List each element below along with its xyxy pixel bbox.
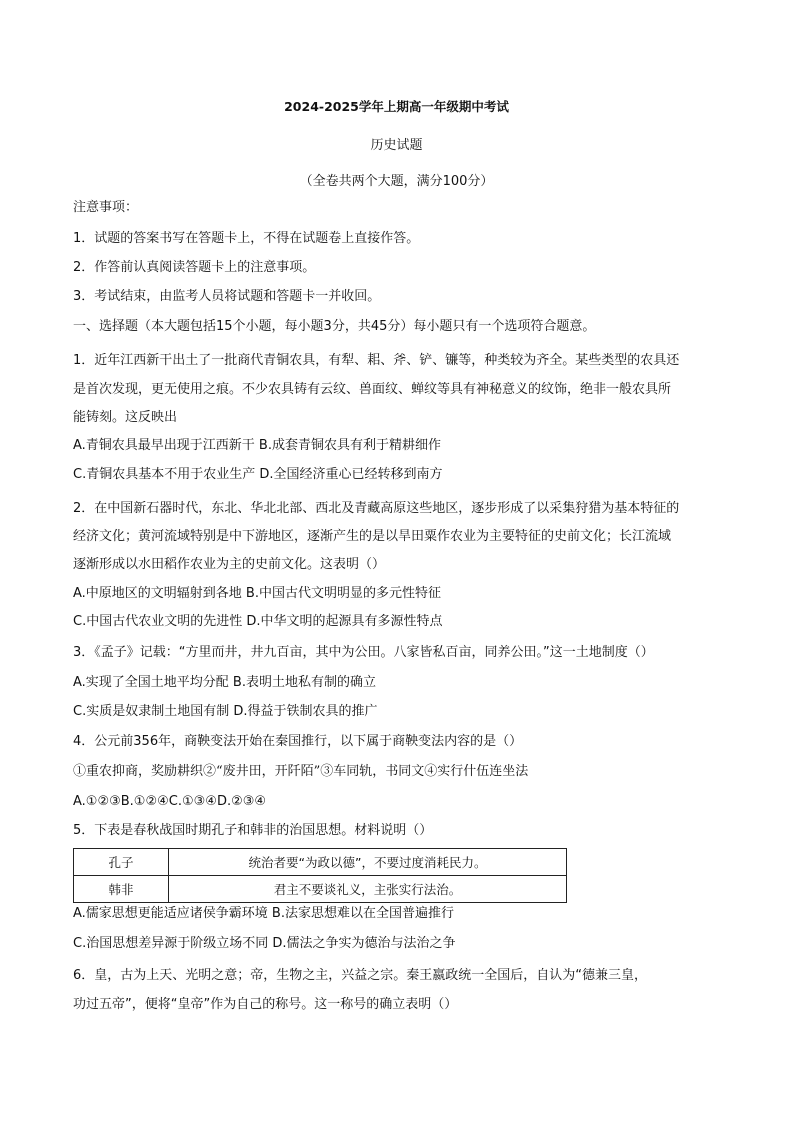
- question-text: 能铸刻。这反映出: [73, 410, 178, 425]
- table-cell: 孔子: [74, 849, 169, 876]
- question-options: C.治国思想差异源于阶级立场不同 D.儒法之争实为德治与法治之争: [73, 936, 456, 951]
- table-cell: 韩非: [74, 876, 169, 903]
- question-options: C.青铜农具基本不用于农业生产 D.全国经济重心已经转移到南方: [73, 467, 443, 482]
- thought-comparison-table: [73, 848, 567, 903]
- notice-item: 3．考试结束，由监考人员将试题和答题卡一并收回。: [73, 289, 381, 304]
- notice-heading: 注意事项：: [73, 200, 139, 215]
- question-options: A.儒家思想更能适应诸侯争霸环境 B.法家思想难以在全国普遍推行: [73, 906, 454, 921]
- table-cell: 君主不要谈礼义，主张实行法治。: [169, 876, 567, 903]
- score-note: （全卷共两个大题，满分100分）: [299, 174, 494, 189]
- question-text: 是首次发现，更无使用之痕。不少农具铸有云纹、兽面纹、蝉纹等具有神秘意义的纹饰，绝非一般农具所: [73, 382, 672, 397]
- question-text: 3．《孟子》记载：“方里而井，井九百亩，其中为公田。八家皆私百亩，同养公田。”这一土地制度（）: [73, 645, 654, 660]
- question-options: C.实质是奴隶制土地国有制 D.得益于铁制农具的推广: [73, 704, 378, 719]
- subject-title: 历史试题: [370, 138, 423, 153]
- table-row: [74, 876, 567, 903]
- question-text: 5．下表是春秋战国时期孔子和韩非的治国思想。材料说明（）: [73, 823, 433, 838]
- question-options: C.中国古代农业文明的先进性 D.中华文明的起源具有多源性特点: [73, 614, 443, 629]
- notice-item: 2．作答前认真阅读答题卡上的注意事项。: [73, 260, 316, 275]
- exam-title: 2024-2025学年上期高一年级期中考试: [284, 99, 509, 114]
- question-statements: ①重农抑商，奖励耕织②“废井田，开阡陌”③车同轨，书同文④实行什伍连坐法: [73, 764, 529, 779]
- notice-item: 1．试题的答案书写在答题卡上，不得在试题卷上直接作答。: [73, 231, 420, 246]
- question-text: 1．近年江西新干出土了一批商代青铜农具，有犁、耜、斧、铲、镰等，种类较为齐全。某些类型的农具还: [73, 353, 680, 368]
- question-text: 经济文化；黄河流域特别是中下游地区，逐渐产生的是以旱田粟作农业为主要特征的史前文化；长江流域: [73, 529, 672, 544]
- table-row: [74, 849, 567, 876]
- question-options: A.实现了全国土地平均分配 B.表明土地私有制的确立: [73, 675, 376, 690]
- question-text: 4．公元前356年，商鞅变法开始在秦国推行，以下属于商鞅变法内容的是（）: [73, 734, 523, 749]
- table-cell: 统治者要“为政以德”，不要过度消耗民力。: [169, 849, 567, 876]
- question-text: 2．在中国新石器时代，东北、华北北部、西北及青藏高原这些地区，逐步形成了以采集狩猎为基本特征的: [73, 501, 680, 516]
- question-text: 逐渐形成以水田稻作农业为主的史前文化。这表明（）: [73, 557, 386, 572]
- question-options: A.①②③B.①②④C.①③④D.②③④: [73, 794, 267, 809]
- question-text: 功过五帝”，便将“皇帝”作为自己的称号。这一称号的确立表明（）: [73, 997, 458, 1012]
- question-options: A.中原地区的文明辐射到各地 B.中国古代文明明显的多元性特征: [73, 586, 441, 601]
- section-heading: 一、选择题（本大题包括15个小题，每小题3分，共45分）每小题只有一个选项符合题意。: [73, 319, 596, 334]
- question-text: 6．皇，古为上天、光明之意；帝，生物之主，兴益之宗。秦王嬴政统一全国后，自认为“德兼三皇，: [73, 968, 648, 983]
- question-options: A.青铜农具最早出现于江西新干 B.成套青铜农具有利于精耕细作: [73, 438, 441, 453]
